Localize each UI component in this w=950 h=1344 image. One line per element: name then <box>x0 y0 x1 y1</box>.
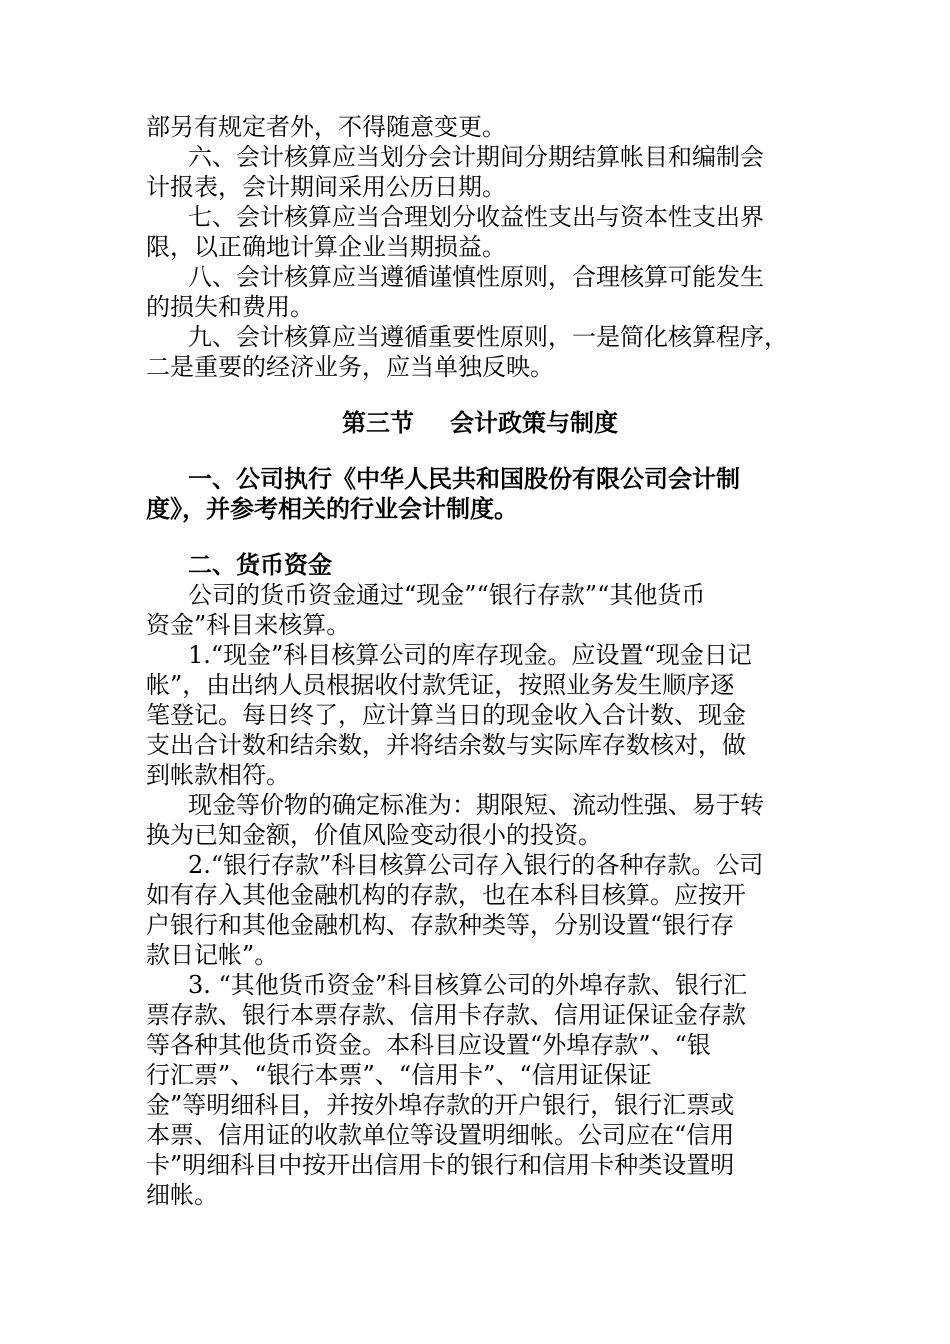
spacer <box>146 524 814 550</box>
paragraph-line: 到帐款相符。 <box>146 761 290 789</box>
paragraph-line: 七、会计核算应当合理划分收益性支出与资本性支出界 <box>188 203 764 231</box>
spacer <box>146 382 814 408</box>
paragraph-line: 六、会计核算应当划分会计期间分期结算帐目和编制会 <box>188 143 764 171</box>
paragraph-line: 本票、信用证的收款单位等设置明细帐。公司应在“信用 <box>146 1121 735 1149</box>
paragraph-line: 现金等价物的确定标准为：期限短、流动性强、易于转 <box>188 791 764 819</box>
paragraph-line: 的损失和费用。 <box>146 293 314 321</box>
paragraph-line: 限，以正确地计算企业当期损益。 <box>146 233 506 261</box>
paragraph-line: 金”等明细科目，并按外埠存款的开户银行，银行汇票或 <box>146 1091 735 1119</box>
paragraph-line: 2.“银行存款”科目核算公司存入银行的各种存款。公司 <box>188 851 764 879</box>
item-heading-line: 度》，并参考相关的行业会计制度。 <box>146 494 518 523</box>
section-number: 第三节 <box>342 408 414 437</box>
paragraph-line: 3. “其他货币资金”科目核算公司的外埠存款、银行汇 <box>188 971 748 999</box>
paragraph-line: 行汇票”、“银行本票”、“信用卡”、“信用证保证 <box>146 1061 652 1089</box>
paragraph-line: 款日记帐”。 <box>146 941 279 969</box>
paragraph-line: 1.“现金”科目核算公司的库存现金。应设置“现金日记 <box>188 641 752 669</box>
paragraph-line: 九、会计核算应当遵循重要性原则，一是简化核算程序， <box>188 323 788 351</box>
paragraph-line: 支出合计数和结余数，并将结余数与实际库存数核对，做 <box>146 731 746 759</box>
paragraph-line: 八、会计核算应当遵循谨慎性原则，合理核算可能发生 <box>188 263 764 291</box>
paragraph-line: 计报表，会计期间采用公历日期。 <box>146 173 506 201</box>
paragraph-line: 二是重要的经济业务，应当单独反映。 <box>146 353 554 381</box>
paragraph-line: 票存款、银行本票存款、信用卡存款、信用证保证金存款 <box>146 1001 746 1029</box>
paragraph-line: 部另有规定者外，不得随意变更。 <box>146 113 506 141</box>
paragraph-line: 公司的货币资金通过“现金”“银行存款”“其他货币 <box>188 581 706 609</box>
paragraph-line: 换为已知金额，价值风险变动很小的投资。 <box>146 821 602 849</box>
paragraph-line: 资金”科目来核算。 <box>146 611 351 639</box>
paragraph-line: 等各种其他货币资金。本科目应设置“外埠存款”、“银 <box>146 1031 711 1059</box>
paragraph-line: 如有存入其他金融机构的存款，也在本科目核算。应按开 <box>146 881 746 909</box>
section-heading <box>146 408 814 438</box>
item-heading-line: 一、公司执行《中华人民共和国股份有限公司会计制 <box>188 464 740 493</box>
paragraph-line: 户银行和其他金融机构、存款种类等，分别设置“银行存 <box>146 911 735 939</box>
paragraph-line: 卡”明细科目中按开出信用卡的银行和信用卡种类设置明 <box>146 1151 735 1179</box>
spacer <box>146 438 814 464</box>
item-heading: 二、货币资金 <box>188 550 332 579</box>
paragraph-line: 细帐。 <box>146 1181 218 1209</box>
paragraph-line: 帐”，由出纳人员根据收付款凭证，按照业务发生顺序逐 <box>146 671 735 699</box>
document-page <box>146 112 814 1210</box>
paragraph-line: 笔登记。每日终了，应计算当日的现金收入合计数、现金 <box>146 701 746 729</box>
section-title: 会计政策与制度 <box>450 408 618 437</box>
